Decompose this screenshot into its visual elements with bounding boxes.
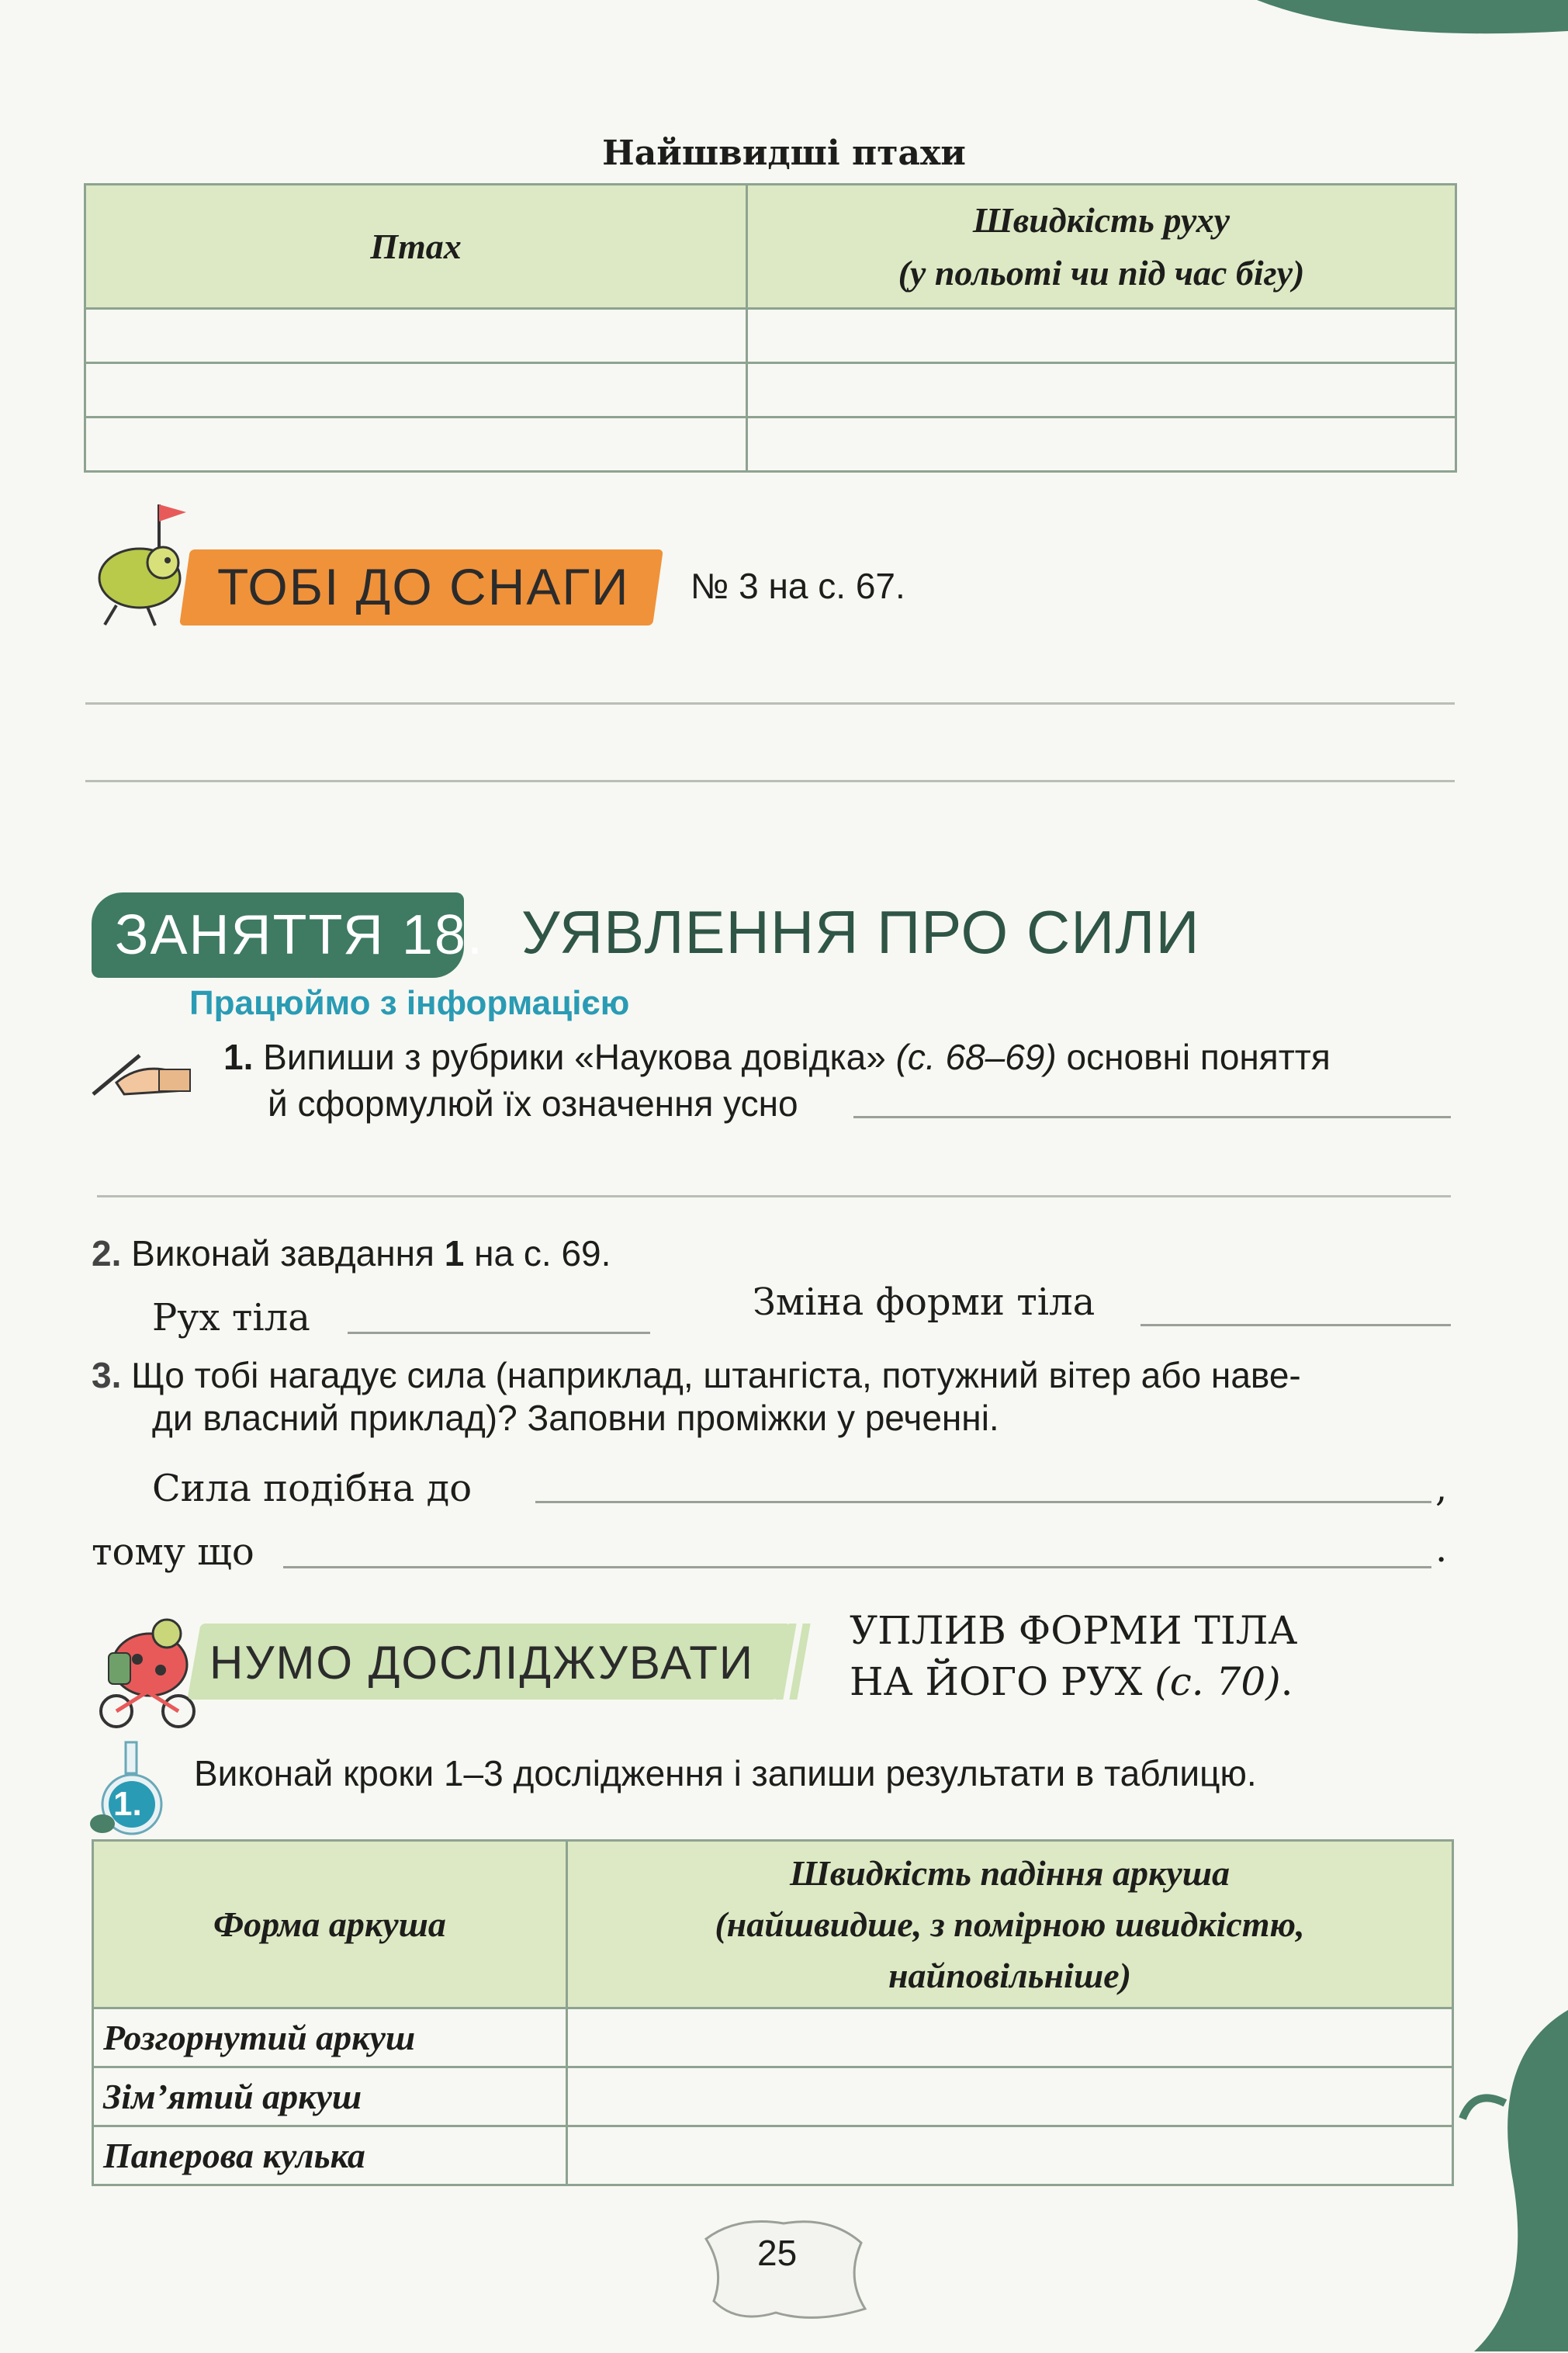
task2-line (92, 1232, 611, 1274)
lesson-title: УЯВЛЕННЯ ПРО СИЛИ (521, 898, 1200, 966)
birds-cell[interactable] (747, 309, 1456, 363)
sheet-col-speed: Швидкість падіння аркуша (найшвидше, з помірною швидкістю, найповільніше) (567, 1841, 1453, 2008)
corner-leaf-right-icon (1459, 1987, 1568, 2351)
birds-cell[interactable] (85, 309, 747, 363)
numo-title-line2 (850, 1659, 1293, 1704)
task2-label-motion: Рух тіла (152, 1296, 310, 1339)
sheet-col-shape: Форма аркуша (93, 1841, 567, 2008)
sheet-answer-cell[interactable] (567, 2067, 1453, 2126)
numo-title-line1: УПЛИВ ФОРМИ ТІЛА (850, 1608, 1298, 1653)
task3-answer-a[interactable] (535, 1501, 1431, 1503)
table-row (93, 2008, 1453, 2067)
task1-line2: й сформулюй їх означення усно (268, 1083, 798, 1124)
birds-cell[interactable] (747, 418, 1456, 472)
task3-sentence-a: Сила подібна до (152, 1467, 472, 1510)
task3-sentence-b: тому що (92, 1530, 254, 1574)
numo-title-text: НА ЙОГО РУХ (850, 1659, 1143, 1704)
numo-title-ref: (с. 70) (1154, 1659, 1281, 1704)
task2-number: 2. (92, 1233, 122, 1274)
birds-table-title: Найшвидші птахи (602, 133, 966, 173)
sheet-table (92, 1839, 1454, 2186)
ladybug-bicycle-mascot-icon (89, 1599, 206, 1731)
task3-answer-b[interactable] (283, 1566, 1431, 1568)
task2-bold: 1 (444, 1233, 465, 1274)
task1-number: 1. (223, 1037, 254, 1077)
task1-text-a: Випиши з рубрики «Наукова довідка» (263, 1037, 886, 1077)
task2-label-shape: Зміна форми тіла (753, 1280, 1096, 1324)
page-number: 25 (757, 2233, 798, 2273)
birds-col-speed: Швидкість руху (у польоті чи під час бігу) (747, 185, 1456, 309)
table-row (93, 2126, 1453, 2185)
sheet-row-label: Зім’ятий аркуш (93, 2067, 567, 2126)
numo-label: НУМО ДОСЛІДЖУВАТИ (209, 1637, 755, 1689)
task1-answer-line[interactable] (97, 1195, 1451, 1197)
birds-cell[interactable] (85, 363, 747, 418)
birds-cell[interactable] (85, 418, 747, 472)
task3-line1 (92, 1354, 1301, 1396)
task2-text-a: Виконай завдання (131, 1233, 434, 1274)
task3-period: . (1435, 1527, 1448, 1571)
task1-line1 (223, 1036, 1331, 1078)
corner-leaf-top-icon (1210, 0, 1568, 54)
table-row (93, 2067, 1453, 2126)
birds-cell[interactable] (747, 363, 1456, 418)
writing-hand-icon (85, 1040, 194, 1102)
answer-line[interactable] (85, 780, 1455, 782)
numo-title-end: . (1280, 1659, 1293, 1704)
task2-text-b: на с. 69. (474, 1233, 611, 1274)
section-heading: Працюймо з інформацією (189, 984, 630, 1022)
sheet-answer-cell[interactable] (567, 2126, 1453, 2185)
sheet-row-label: Розгорнутий аркуш (93, 2008, 567, 2067)
task1-ref: (с. 68–69) (895, 1037, 1057, 1077)
birds-table (84, 183, 1457, 473)
task3-line2: ди власний приклад)? Заповни проміжки у реченні. (152, 1398, 999, 1438)
sheet-row-label: Паперова кулька (93, 2126, 567, 2185)
task1-text-b: основні поняття (1066, 1037, 1331, 1077)
task3-comma: , (1435, 1467, 1448, 1510)
research-task-text: Виконай кроки 1–3 дослідження і запиши результати в таблицю. (194, 1753, 1257, 1793)
answer-line[interactable] (85, 702, 1455, 705)
task2-motion-answer[interactable] (348, 1332, 650, 1334)
task2-shape-answer[interactable] (1141, 1324, 1451, 1326)
task1-answer-line[interactable] (853, 1116, 1451, 1118)
task3-text: Що тобі нагадує сила (наприклад, штангіста, потужний вітер або наве- (131, 1355, 1301, 1395)
tobi-do-snahy-text: № 3 на с. 67. (691, 566, 905, 606)
tobi-do-snahy-label: ТОБІ ДО СНАГИ (217, 558, 630, 615)
birds-col-bird: Птах (85, 185, 747, 309)
lesson-badge: ЗАНЯТТЯ 18. (115, 904, 484, 966)
task3-number: 3. (92, 1355, 122, 1395)
research-task-number: 1. (113, 1785, 142, 1823)
sheet-answer-cell[interactable] (567, 2008, 1453, 2067)
